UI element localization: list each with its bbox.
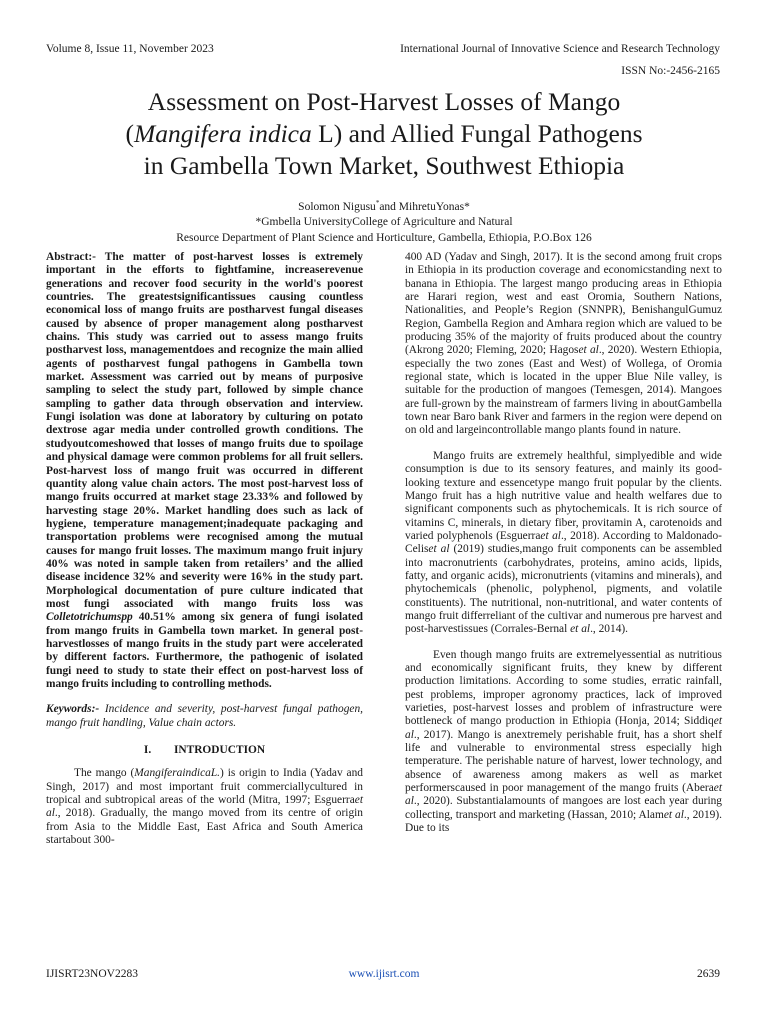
paper-title [46,86,722,182]
intro-paragraph-2: Mango fruits are extremely healthful, simplyedible and wide consumption is due to its sensory features, and mainly its good-looking texture and essencetype mango fruit popular by the clients. Mango fruit has a high nutritive value and health welfares due to significant components such as phytochemicals. It is rich source of vitamins C, minerals, in dietary fiber, provitamin A, carotenoids and varied polyphenols (Esguerraet al., 2018). According to Maldonado-Celiset al (2019) studies,mango fruit components can be assembled into macronutrients (carbohydrates, proteins, amino acids, lipids, fatty, and organic acids), micronutrients (vitamins and minerals), and phytochemicals (phenolic, polyphenol, pigments, and volatile constituents). The nutritional, non-nutritional, and water contents of mango fruit differreliant of the cultivar and numerous pre harvest and post-harvestissues (Corrales-Bernal et al., 2014). [405,449,722,636]
footer-article-id: IJISRT23NOV2283 [46,968,138,980]
intro-paragraph-3: Even though mango fruits are extremelyessential as nutritious and economically significant fruits, they knew by different production limitations. According to some studies, erratic rainfall, pest problems, improper agronomy practices, lack of improved varieties, post-harvest losses and problem of infrastructure were bottleneck of mango production in Ethiopia (Honja, 2014; Siddiqet al., 2017). Mango is anextremely perishable fruit, has a short shelf life and vulnerable to environmental stress especially high temperature. The perishable nature of harvest, lower technology, and absence of awareness among makers as well as market performerscaused in poor management of the mango fruits (Aberaet al., 2020). Substantialamounts of mangoes are lost each year during collecting, transport and marketing (Hassan, 2010; Alamet al., 2019). Due to its [405,648,723,835]
title-line-1: Assessment on Post-Harvest Losses of Mango [147,87,621,116]
author-block [46,196,722,246]
footer-website-link[interactable]: www.ijisrt.com [348,968,420,980]
affiliation-line-2: Resource Department of Plant Science and Horticulture, Gambella, Ethiopia, P.O.Box 126 [176,231,592,244]
header-issn: ISSN No:-2456-2165 [621,65,720,77]
left-column [46,251,363,847]
intro-paragraph-1: The mango (MangiferaindicaL.) is origin to India (Yadav and Singh, 2017) and most important fruit commerciallycultured in tropical and subtropical areas of the world (Mitra, 1997; Esguerraet al., 2018). Gradually, the mango moved from its centre of origin from Asia to the Middle East, East Africa and South America startabout 300- [46,767,363,847]
title-species: Mangifera indica [133,119,312,148]
header-volume: Volume 8, Issue 11, November 2023 [46,43,214,55]
footer-page-number: 2639 [697,968,720,980]
keywords: Keywords:- Incidence and severity, post-harvest fungal pathogen, mango fruit handling, Value chain actors. [46,703,363,729]
header-journal: International Journal of Innovative Science and Research Technology [400,43,720,55]
affiliation-line-1: *Gmbella UniversityCollege of Agriculture and Natural [255,216,513,229]
intro-paragraph-1-continued: 400 AD (Yadav and Singh, 2017). It is the second among fruit crops in Ethiopia in its production coverage and economicstanding next to banana in Ethiopia. The largest mango producing areas in Ethiopia are Harari region, west and east Oromia, Southern Nations, Nationalities, and People’s Region (SNNPR), BenishangulGumuz Region, Gambella Region and Amhara region which are valued to be producing 35% of the majority of fruits produced about the country (Akrong 2020; Fleming, 2020; Hagoset al., 2020). Western Ethiopia, especially the two zones (East and West) of Wollega, of Oromia regional state, which is located in the upper Blue Nile valley, is suitable for the production of mangoes (Temesgen, 2014). Mangoes are full-grown by the mainstream of farmers living in aboutGambella town near Baro bank River and farmers in the region were depend on on old and largeincontrollable mango plants found in nature. [405,251,722,437]
section-heading-introduction: I. INTRODUCTION [143,744,266,757]
abstract: Abstract:- The matter of post-harvest losses is extremely important in the efforts to fightfamine, increaserevenue generations and recover food security in the world's poorest countries. The greatestsignificantissues causing countless economical loss of mango fruits are postharvest fungal diseases caused by absence of proper management along postharvest chains. This study was carried out to assess mango fruits postharvest loss, managementdoes and recognize the main allied agents of postharvest fungal pathogens in Gambella town market. Assessment was carried out by means of purposive sampling to select the study part, followed by simple chance sampling to gather data through observation and interview. Fungi isolation was done at laboratory by culturing on potato dextrose agar media under controlled growth conditions. The studyoutcomeshowed that losses of mango fruits due to spoilage and physical damage were common problems for all fruit sellers. Post-harvest loss of mango fruit was occurred in different quantity along value chain actors. The most post-harvest loss of mango fruits occurred at market stage 23.33% and followed by harvesting stage 20%. Market handling does such as lack of hygiene, temperature management;inadequate packaging and transportation problems were recognised among the mutual causes for mango fruit losses. The maximum mango fruit injury 40% was noted in sample taken from retailers’ and the allied disease incidence 32% and severity were 16% in the study part. Morphological documentation of pure culture indicated that most fungi associated with mango fruits loss was Colletotrichumspp 40.51% among six genera of fungi isolated from mango fruits in Gambella town market. In general post-harvestlosses of mango fruits in the study part were accelerated by different factors. Furthermore, the pathogenic of isolated fungi need to study to state their effect on post-harvest loss of mango fruits including to controlling methods. [46,251,363,690]
title-line-3: in Gambella Town Market, Southwest Ethiopia [143,151,625,180]
title-line-2: (Mangifera indica L) and Allied Fungal Pathogens [125,119,643,148]
keywords-label: Keywords:- [46,703,100,716]
right-column [405,251,722,835]
abstract-genus: Colletotrichumspp [46,611,133,624]
author-names: Solomon Nigusu*and MihretuYonas* [298,199,470,213]
